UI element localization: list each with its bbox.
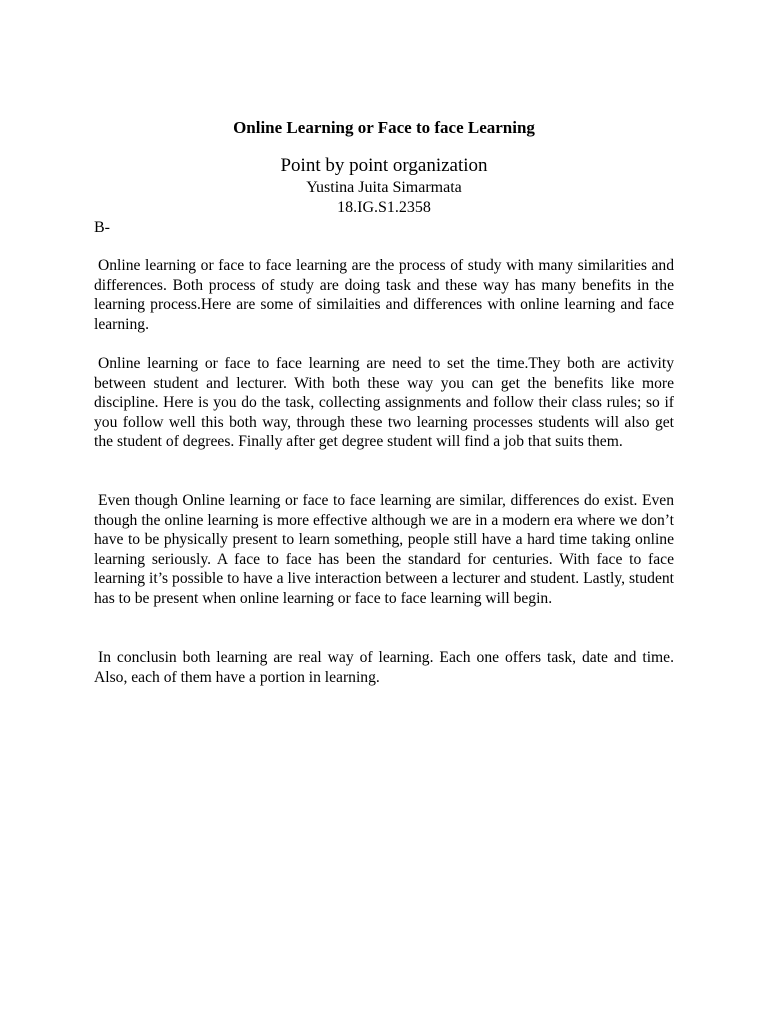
document-subtitle: Point by point organization [280, 155, 488, 176]
paragraph-conclusion: In conclusin both learning are real way of learning. Each one offers task, date and time. Also, each of them have a portion in learning. [94, 649, 674, 686]
author-name: Yustina Juita Simarmata [306, 179, 462, 196]
student-id: 18.IG.S1.2358 [337, 199, 431, 216]
paragraph-similarities: Online learning or face to face learning are need to set the time.They both are activity between student and lecturer. With both these way you can get the benefits like more discipline. Here is you do the task, collecting assignments and follow their class rules; so if you follow well this both way, through these two learning processes students will also get the student of degrees. Finally after get degree student will find a job that suits them. [94, 355, 674, 451]
document-title: Online Learning or Face to face Learning [233, 118, 535, 137]
section-label: B- [94, 219, 110, 236]
paragraph-introduction: Online learning or face to face learning are the process of study with many similarities and differences. Both process of study are doing task and these way has many benefits in the learning process.Here are some of similaities and differences with online learning and face learning. [94, 257, 674, 333]
paragraph-differences: Even though Online learning or face to face learning are similar, differences do exist. Even though the online learning is more effective although we are in a modern era where we don’t have to be physically present to learn something, people still have a hard time taking online learning seriously. A face to face has been the standard for centuries. With face to face learning it’s possible to have a live interaction between a lecturer and student. Lastly, student has to be present when online learning or face to face learning will begin. [94, 492, 674, 607]
